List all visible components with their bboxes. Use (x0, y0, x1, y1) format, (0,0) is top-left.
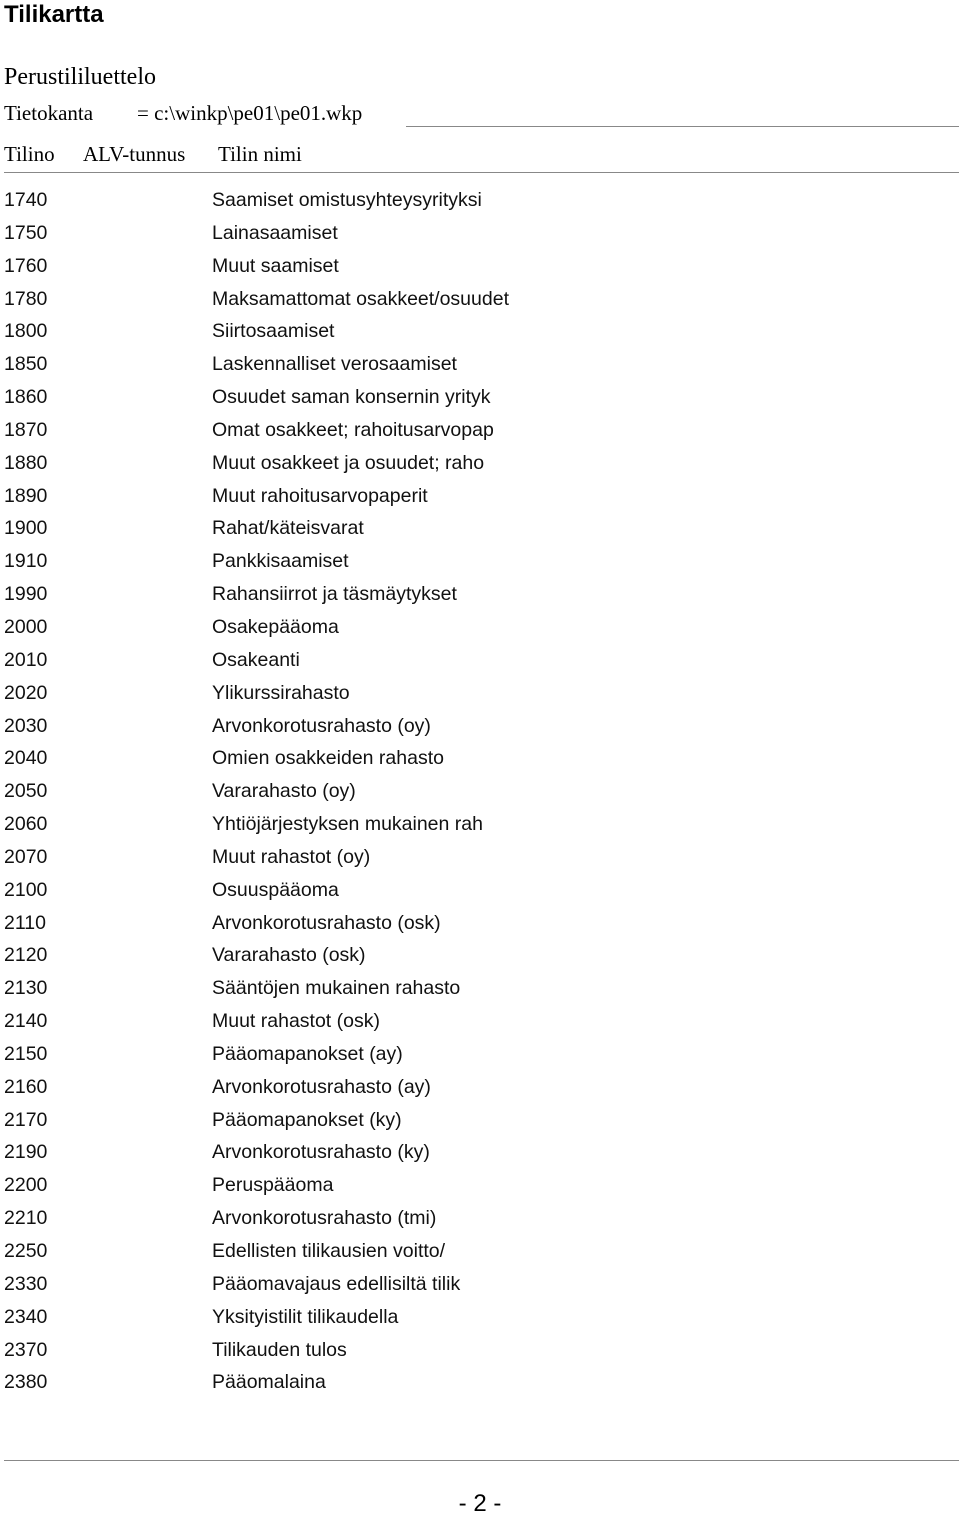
account-number: 2150 (4, 1042, 48, 1065)
account-name: Osakeanti (212, 648, 300, 671)
account-name: Siirtosaamiset (212, 320, 335, 343)
table-row (4, 909, 959, 942)
account-number: 2380 (4, 1371, 48, 1394)
table-row (4, 1040, 959, 1073)
account-number: 1910 (4, 550, 48, 573)
account-number: 2170 (4, 1108, 48, 1131)
table-row (4, 1106, 959, 1139)
table-row (4, 514, 959, 547)
account-name: Pääomalaina (212, 1371, 326, 1394)
database-path: = c:\winkp\pe01\pe01.wkp (137, 101, 363, 125)
account-name: Arvonkorotusrahasto (oy) (212, 714, 431, 737)
account-number: 2200 (4, 1174, 48, 1197)
account-name: Sääntöjen mukainen rahasto (212, 977, 461, 1000)
account-name: Pääomapanokset (ky) (212, 1108, 402, 1131)
table-row (4, 679, 959, 712)
table-row (4, 744, 959, 777)
account-number: 1900 (4, 517, 48, 540)
account-name: Muut rahastot (oy) (212, 845, 371, 868)
column-header-tilino: Tilino (4, 142, 55, 166)
database-divider (406, 126, 959, 127)
account-name: Maksamattomat osakkeet/osuudet (212, 287, 509, 310)
account-number: 2050 (4, 780, 48, 803)
account-name: Omien osakkeiden rahasto (212, 747, 444, 770)
column-header-nimi: Tilin nimi (218, 142, 302, 166)
account-number: 2060 (4, 813, 48, 836)
table-row (4, 1270, 959, 1303)
account-number: 2000 (4, 615, 48, 638)
table-header (4, 140, 959, 174)
account-name: Arvonkorotusrahasto (tmi) (212, 1207, 437, 1230)
table-row (4, 712, 959, 745)
table-row (4, 1336, 959, 1369)
account-name: Arvonkorotusrahasto (ky) (212, 1141, 430, 1164)
table-row (4, 1007, 959, 1040)
account-name: Pankkisaamiset (212, 550, 349, 573)
account-number: 2160 (4, 1075, 48, 1098)
account-number: 1800 (4, 320, 48, 343)
account-name: Muut rahastot (osk) (212, 1010, 380, 1033)
account-number: 2100 (4, 878, 48, 901)
account-name: Muut rahoitusarvopaperit (212, 484, 428, 507)
table-row (4, 1237, 959, 1270)
account-name: Omat osakkeet; rahoitusarvopap (212, 418, 494, 441)
account-name: Laskennalliset verosaamiset (212, 353, 457, 376)
table-row (4, 416, 959, 449)
account-name: Peruspääoma (212, 1174, 334, 1197)
account-name: Vararahasto (oy) (212, 780, 356, 803)
footer-divider (4, 1460, 959, 1461)
account-number: 2370 (4, 1338, 48, 1361)
document-title: Tilikartta (4, 1, 104, 28)
account-name: Pääomapanokset (ay) (212, 1042, 403, 1065)
account-name: Pääomavajaus edellisiltä tilik (212, 1272, 461, 1295)
table-row (4, 1073, 959, 1106)
account-number: 2110 (4, 911, 46, 934)
account-number: 1780 (4, 287, 48, 310)
account-number: 1750 (4, 221, 48, 244)
table-row (4, 482, 959, 515)
table-row (4, 974, 959, 1007)
account-number: 2210 (4, 1207, 48, 1230)
account-number: 2330 (4, 1272, 48, 1295)
account-name: Saamiset omistusyhteysyrityksi (212, 189, 482, 211)
document-subtitle: Perustililuettelo (4, 64, 156, 90)
account-name: Edellisten tilikausien voitto/ (212, 1240, 446, 1262)
account-number: 2030 (4, 714, 48, 737)
account-name: Tilikauden tulos (212, 1338, 347, 1361)
table-row (4, 383, 959, 416)
header-divider (4, 172, 959, 173)
account-number: 1990 (4, 583, 48, 606)
account-number: 1880 (4, 451, 48, 474)
table-row (4, 941, 959, 974)
table-row (4, 580, 959, 613)
table-row (4, 613, 959, 646)
table-row (4, 285, 959, 318)
account-number: 1870 (4, 418, 48, 441)
table-row (4, 449, 959, 482)
table-row (4, 777, 959, 810)
account-number: 1890 (4, 484, 48, 507)
account-number: 2130 (4, 977, 48, 1000)
table-row (4, 1204, 959, 1237)
table-row (4, 843, 959, 876)
account-name: Arvonkorotusrahasto (osk) (212, 911, 441, 934)
page-number: - 2 - (458, 1490, 502, 1517)
account-number: 2010 (4, 648, 48, 671)
account-number: 2020 (4, 681, 48, 704)
account-name: Yhtiöjärjestyksen mukainen rah (212, 813, 483, 836)
account-name: Osakepääoma (212, 615, 339, 638)
account-name: Osuudet saman konsernin yrityk (212, 386, 491, 409)
database-info (4, 99, 959, 129)
table-row (4, 219, 959, 252)
table-row (4, 810, 959, 843)
account-number: 1740 (4, 189, 48, 211)
account-number: 2190 (4, 1141, 48, 1164)
account-list (4, 186, 959, 1401)
table-row (4, 1368, 959, 1401)
table-row (4, 876, 959, 909)
account-number: 2070 (4, 845, 48, 868)
account-name: Muut osakkeet ja osuudet; raho (212, 451, 485, 474)
account-number: 2040 (4, 747, 48, 770)
table-row (4, 1303, 959, 1336)
account-number: 1860 (4, 386, 48, 409)
table-row (4, 252, 959, 285)
account-name: Rahat/käteisvarat (212, 517, 364, 540)
account-number: 2120 (4, 944, 48, 967)
account-name: Ylikurssirahasto (212, 681, 350, 704)
account-number: 2340 (4, 1305, 48, 1328)
account-name: Rahansiirrot ja täsmäytykset (212, 583, 457, 606)
account-number: 2250 (4, 1240, 48, 1262)
account-name: Arvonkorotusrahasto (ay) (212, 1075, 431, 1098)
database-label: Tietokanta (4, 101, 94, 125)
account-name: Vararahasto (osk) (212, 944, 366, 967)
column-header-alv: ALV-tunnus (83, 142, 186, 166)
account-name: Yksityistilit tilikaudella (212, 1305, 399, 1328)
table-row (4, 1171, 959, 1204)
account-number: 1760 (4, 254, 48, 277)
table-row (4, 1138, 959, 1171)
account-number: 1850 (4, 353, 48, 376)
account-name: Muut saamiset (212, 254, 339, 277)
table-row (4, 547, 959, 580)
table-row (4, 350, 959, 383)
account-name: Osuuspääoma (212, 878, 339, 901)
table-row (4, 646, 959, 679)
account-name: Lainasaamiset (212, 221, 338, 244)
table-row (4, 186, 959, 219)
account-number: 2140 (4, 1010, 48, 1033)
table-row (4, 317, 959, 350)
